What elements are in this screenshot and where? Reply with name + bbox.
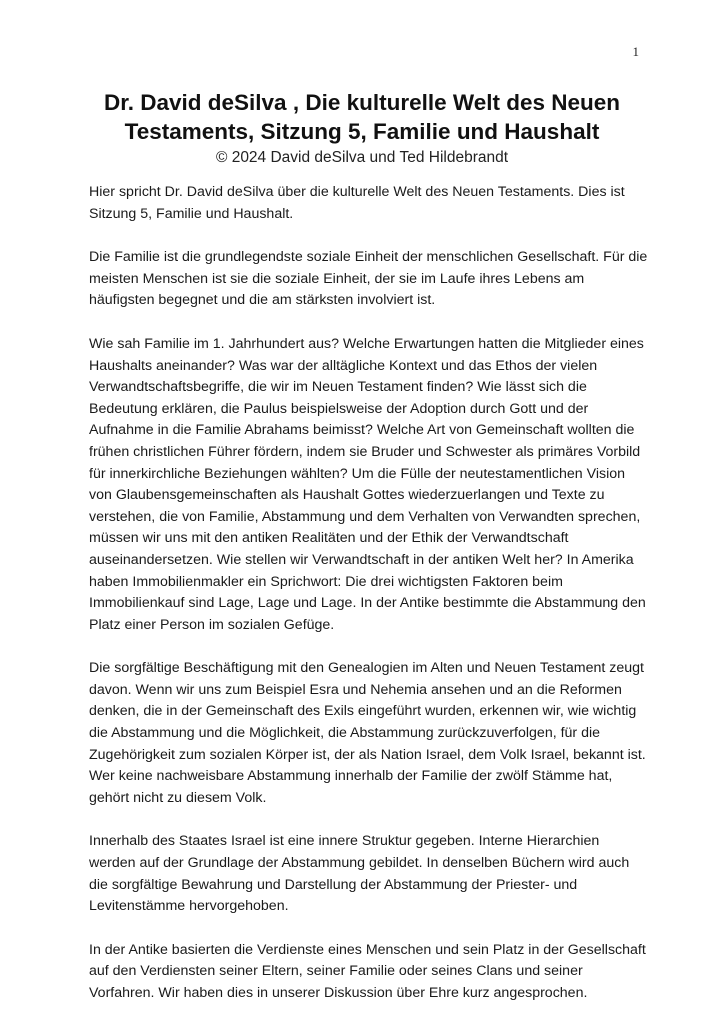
page-number: 1 bbox=[632, 44, 639, 59]
paragraph-internal-structure: Innerhalb des Staates Israel ist eine innere Struktur gegeben. Interne Hierarchien werden auf der Grundlage der Abstammung gebildet. In denselben Büchern wird auch die sorgfältige Bewahrung und Darstellung der Abstammung der Priester- und Levitenstämme hervorgehoben. bbox=[89, 833, 630, 915]
copyright-line: © 2024 David deSilva und Ted Hildebrandt bbox=[215, 149, 509, 166]
paragraph-genealogies: Die sorgfältige Beschäftigung mit den Genealogien im Alten und Neuen Testament zeugt davon. Wenn wir uns zum Beispiel Esra und Nehemia ansehen und an die Reformen denken, die in der Gemeinschaft des Exils eingeführt wurden, erkennen wir, wie wichtig die Abstammung und die Möglichkeit, die Abstammung zurückzuverfolgen, für die Zugehörigkeit zum sozialen Körper ist, der als Nation Israel, dem Volk Israel, bekannt ist. Wer keine nachweisbare Abstammung innerhalb der Familie der zwölf Stämme hat, gehört nicht zu diesem Volk. bbox=[89, 660, 646, 806]
document-title bbox=[60, 88, 664, 146]
paragraph-ancestry-merit: In der Antike basierten die Verdienste eines Menschen und sein Platz in der Gesellschaft auf den Verdiensten seiner Eltern, seiner Familie oder seines Clans und seiner Vorfahren. Wir haben dies in unserer Diskussion über Ehre kurz angesprochen. bbox=[89, 941, 646, 1001]
document-header bbox=[60, 88, 664, 167]
paragraph-questions: Wie sah Familie im 1. Jahrhundert aus? Welche Erwartungen hatten die Mitglieder eines Haushalts aneinander? Was war der alltägliche Kontext und das Ethos der vielen Verwandtschaftsbegriffe, die wir im Neuen Testament finden? Wie lässt sich die Bedeutung erklären, die Paulus beispielsweise der Adoption durch Gott und der Aufnahme in die Familie Abrahams beimisst? Welche Art von Gemeinschaft wollten die frühen christlichen Führer fördern, indem sie Bruder und Schwester als primäres Vorbild für innerkirchliche Beziehungen wählten? Um die Fülle der neutestamentlichen Vision von Glaubensgemeinschaften als Haushalt Gottes wiederzuerlangen und Texte zu verstehen, die von Familie, Abstammung und dem Verhalten von Verwandten sprechen, müssen wir uns mit den antiken Realitäten und der Ethik der Verwandtschaft auseinandersetzen. Wie stellen wir Verwandtschaft in der antiken Welt her? In Amerika haben Immobilienmakler ein Sprichwort: Die drei wichtigsten Faktoren beim Immobilienkauf sind Lage, Lage und Lage. In der Antike bestimmte die Abstammung den Platz einer Person im sozialen Gefüge. bbox=[89, 335, 646, 633]
title-line-1: Dr. David deSilva , Die kulturelle Welt des Neuen bbox=[103, 90, 620, 115]
paragraph-intro: Hier spricht Dr. David deSilva über die kulturelle Welt des Neuen Testaments. Dies ist Sitzung 5, Familie und Haushalt. bbox=[89, 184, 625, 222]
paragraph-family-definition: Die Familie ist die grundlegendste soziale Einheit der menschlichen Gesellschaft. Für die meisten Menschen ist sie die soziale Einheit, der sie im Laufe ihres Lebens am häufigsten begegnet und die am stärksten involviert ist. bbox=[89, 249, 648, 309]
title-line-2: Testaments, Sitzung 5, Familie und Haushalt bbox=[124, 119, 600, 144]
document-body bbox=[89, 182, 649, 1027]
